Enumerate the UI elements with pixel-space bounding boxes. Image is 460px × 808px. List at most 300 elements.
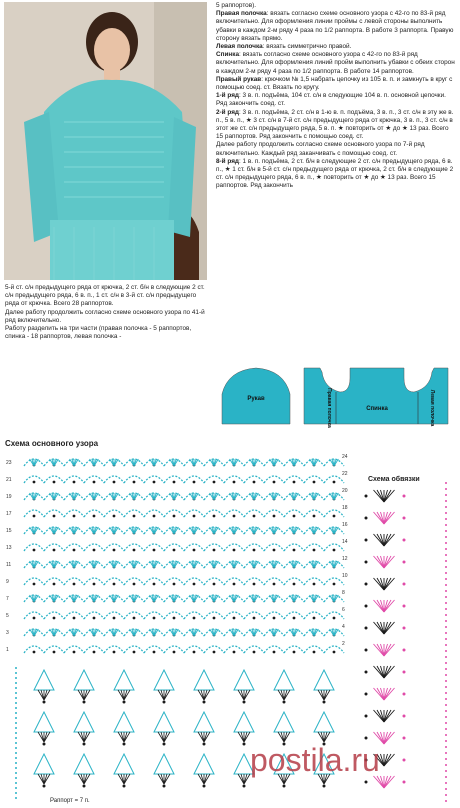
row-number: 23 <box>6 460 12 466</box>
dc-stitch <box>38 690 44 700</box>
chain-stitch <box>15 722 17 724</box>
chart-body <box>15 459 447 802</box>
sc-stitch <box>203 701 206 704</box>
para-head: Левая полочка <box>216 43 263 51</box>
chain-stitch <box>445 662 447 664</box>
dc-stitch <box>324 690 330 700</box>
para-body: : вязать согласно схеме основного узора с 42-го по 83-й ряд включительно. Для оформления линий пройм выполнить убавки с обеих сторон в каждом 2-м ряду 4 раза по 1/2 раппорта. В работе 14 раппортов. <box>216 51 455 75</box>
sc-stitch <box>233 481 236 484</box>
sc-stitch <box>173 549 176 552</box>
chain-stitch <box>445 548 447 550</box>
dc-stitch <box>84 690 90 700</box>
sc-stitch <box>243 785 246 788</box>
dc-stitch <box>244 732 250 742</box>
sc-stitch <box>133 515 136 518</box>
chain-stitch <box>445 668 447 670</box>
sc-stitch <box>293 481 296 484</box>
sc-stitch <box>163 701 166 704</box>
sc-stitch <box>333 481 336 484</box>
sc-stitch <box>53 515 56 518</box>
row-number: 19 <box>6 494 12 500</box>
chain-stitch <box>445 584 447 586</box>
chain-stitch <box>445 494 447 496</box>
chain-stitch <box>15 677 17 679</box>
sc-stitch <box>93 583 96 586</box>
chain-stitch <box>445 620 447 622</box>
sc-stitch <box>43 701 46 704</box>
row-number: 15 <box>6 528 12 534</box>
intro-line: 5 раппортов). <box>216 2 257 9</box>
row-number: 14 <box>342 539 348 545</box>
motif-stitch <box>114 754 134 774</box>
sc-stitch <box>193 617 196 620</box>
chain-stitch <box>15 732 17 734</box>
sc-stitch <box>333 583 336 586</box>
sc-stitch <box>213 515 216 518</box>
motif-stitch <box>314 670 334 690</box>
motif-stitch <box>314 712 334 732</box>
chain-stitch <box>445 530 447 532</box>
sc-stitch <box>365 737 368 740</box>
dc-stitch <box>284 732 290 742</box>
sc-stitch <box>313 515 316 518</box>
chain-stitch <box>15 687 17 689</box>
chain-stitch <box>445 488 447 490</box>
chain-stitch <box>15 702 17 704</box>
chain-stitch <box>445 656 447 658</box>
garment-pattern <box>218 364 452 428</box>
sc-stitch <box>83 743 86 746</box>
instructions-left <box>5 284 211 341</box>
para-head: 2-й ряд <box>216 108 239 116</box>
sc-stitch <box>83 785 86 788</box>
dc-stitch <box>278 690 284 700</box>
sc-stitch <box>33 583 36 586</box>
sc-stitch <box>213 549 216 552</box>
sc-stitch <box>403 693 406 696</box>
sc-stitch <box>193 651 196 654</box>
sc-stitch <box>293 651 296 654</box>
chain-stitch <box>15 762 17 764</box>
chain-stitch <box>445 536 447 538</box>
sc-stitch <box>273 515 276 518</box>
para-head: 1-й ряд <box>216 92 239 100</box>
dc-stitch <box>164 774 170 784</box>
sc-stitch <box>403 627 406 630</box>
sc-stitch <box>73 617 76 620</box>
sc-stitch <box>193 583 196 586</box>
repeat-label: Раппорт = 7 п. <box>50 798 90 804</box>
motif-stitch <box>74 754 94 774</box>
motif-stitch <box>274 712 294 732</box>
sc-stitch <box>365 539 368 542</box>
sc-stitch <box>173 617 176 620</box>
sc-stitch <box>193 481 196 484</box>
sc-stitch <box>233 515 236 518</box>
paragraph-row-8 <box>216 158 456 191</box>
chain-stitch <box>445 614 447 616</box>
sc-stitch <box>53 651 56 654</box>
dc-stitch <box>158 732 164 742</box>
sc-stitch <box>365 561 368 564</box>
para-body: : вязать симметрично правой. <box>262 43 352 51</box>
para-body: Далее работу продолжить согласно схеме основного узора по 7-й ряд включительно. Каждый ряд заканчивать с помощью соед. ст. <box>216 141 425 157</box>
chain-stitch <box>445 710 447 712</box>
sc-stitch <box>403 759 406 762</box>
sc-stitch <box>273 651 276 654</box>
chain-stitch <box>445 590 447 592</box>
sc-stitch <box>253 651 256 654</box>
sc-stitch <box>403 561 406 564</box>
chain-stitch <box>15 792 17 794</box>
motif-stitch <box>34 754 54 774</box>
sc-stitch <box>173 651 176 654</box>
dc-stitch <box>118 690 124 700</box>
sc-stitch <box>213 651 216 654</box>
sc-stitch <box>163 743 166 746</box>
chain-stitch <box>445 566 447 568</box>
chain-stitch <box>445 746 447 748</box>
para-head: Спинка <box>216 51 240 59</box>
sc-stitch <box>73 549 76 552</box>
row-number: 16 <box>342 522 348 528</box>
sc-stitch <box>73 481 76 484</box>
chain-stitch <box>445 524 447 526</box>
edge-fan <box>377 666 384 678</box>
sc-stitch <box>403 539 406 542</box>
chain-stitch <box>15 787 17 789</box>
sc-stitch <box>133 617 136 620</box>
motif-stitch <box>194 670 214 690</box>
chain-stitch <box>445 794 447 796</box>
motif-stitch <box>154 754 174 774</box>
chain-stitch <box>445 518 447 520</box>
sc-stitch <box>213 481 216 484</box>
sc-stitch <box>53 617 56 620</box>
sc-stitch <box>253 549 256 552</box>
edge-fan <box>377 622 384 634</box>
motif-stitch <box>194 712 214 732</box>
dc-stitch <box>318 690 324 700</box>
sc-stitch <box>113 481 116 484</box>
paragraph-row-1 <box>216 92 456 108</box>
edge-fan <box>377 534 384 546</box>
sc-stitch <box>133 549 136 552</box>
left-paragraph: 5-й ст. с/н предыдущего ряда от крючка, 2 ст. б/н в следующие 2 ст. с/н предыдущего ряда, 6 в. п., 1 ст. с/н в 3-й ст. с/н предыдущего ряда от крючка. Всего 28 раппортов. <box>5 284 205 308</box>
edge-fan <box>377 644 384 656</box>
chain-stitch <box>445 596 447 598</box>
sc-stitch <box>33 549 36 552</box>
chain-stitch <box>15 757 17 759</box>
sc-stitch <box>365 649 368 652</box>
motif-stitch <box>34 670 54 690</box>
row-number: 11 <box>6 562 12 568</box>
chain-stitch <box>15 667 17 669</box>
sc-stitch <box>133 583 136 586</box>
dc-stitch <box>44 690 50 700</box>
sc-stitch <box>123 701 126 704</box>
sc-stitch <box>133 651 136 654</box>
sc-stitch <box>273 549 276 552</box>
paragraph-row-2 <box>216 109 456 142</box>
chain-stitch <box>445 572 447 574</box>
chain-stitch <box>445 758 447 760</box>
para-body: : вязать согласно схеме основного узора с 42-го по 83-й ряд включительно. Для оформления линии проймы с левой стороны выполнить убавки в каждом 2-м ряду 4 раза по 1/2 раппорта. В работе 3 раппорта. Правую сторону вязать прямо. <box>216 10 454 42</box>
motif-stitch <box>234 670 254 690</box>
chain-stitch <box>445 800 447 802</box>
dc-stitch <box>84 774 90 784</box>
chain-stitch <box>445 554 447 556</box>
sc-stitch <box>283 701 286 704</box>
dc-stitch <box>124 774 130 784</box>
sc-stitch <box>43 743 46 746</box>
sc-stitch <box>365 517 368 520</box>
sc-stitch <box>93 651 96 654</box>
sc-stitch <box>33 651 36 654</box>
chain-stitch <box>15 772 17 774</box>
sc-stitch <box>33 481 36 484</box>
chain-stitch <box>445 698 447 700</box>
chain-stitch <box>15 782 17 784</box>
sc-stitch <box>73 515 76 518</box>
chain-stitch <box>445 716 447 718</box>
chain-stitch <box>15 682 17 684</box>
sc-stitch <box>253 583 256 586</box>
dc-stitch <box>204 690 210 700</box>
sc-stitch <box>253 515 256 518</box>
sc-stitch <box>293 515 296 518</box>
dc-stitch <box>204 774 210 784</box>
dc-stitch <box>198 774 204 784</box>
dc-stitch <box>124 690 130 700</box>
dc-stitch <box>238 774 244 784</box>
sc-stitch <box>233 583 236 586</box>
sc-stitch <box>365 583 368 586</box>
chain-stitch <box>15 752 17 754</box>
chain-stitch <box>445 482 447 484</box>
row-number: 7 <box>6 596 9 602</box>
sc-stitch <box>93 549 96 552</box>
sc-stitch <box>203 785 206 788</box>
sc-stitch <box>203 743 206 746</box>
sc-stitch <box>173 515 176 518</box>
sc-stitch <box>313 583 316 586</box>
sc-stitch <box>33 515 36 518</box>
sc-stitch <box>403 605 406 608</box>
dc-stitch <box>118 732 124 742</box>
motif-stitch <box>74 670 94 690</box>
edge-fan <box>377 556 384 568</box>
chain-stitch <box>445 638 447 640</box>
dc-stitch <box>158 774 164 784</box>
chain-stitch <box>445 680 447 682</box>
back-label: Спинка <box>366 406 388 412</box>
chain-stitch <box>445 512 447 514</box>
motif-stitch <box>154 712 174 732</box>
dc-stitch <box>118 774 124 784</box>
paragraph-back <box>216 51 456 76</box>
motif-stitch <box>114 670 134 690</box>
chain-stitch <box>445 686 447 688</box>
sc-stitch <box>313 651 316 654</box>
sc-stitch <box>193 515 196 518</box>
chain-stitch <box>15 672 17 674</box>
row-number: 8 <box>342 590 345 596</box>
chain-stitch <box>445 626 447 628</box>
chain-stitch <box>445 740 447 742</box>
edge-fan <box>377 578 384 590</box>
chain-stitch <box>445 578 447 580</box>
sc-stitch <box>333 549 336 552</box>
chain-stitch <box>15 727 17 729</box>
dc-stitch <box>78 690 84 700</box>
chain-stitch <box>15 742 17 744</box>
paragraph-continue <box>216 141 456 157</box>
chain-stitch <box>15 712 17 714</box>
chain-stitch <box>445 704 447 706</box>
sc-stitch <box>293 617 296 620</box>
sc-stitch <box>113 617 116 620</box>
chain-stitch <box>445 734 447 736</box>
sc-stitch <box>365 693 368 696</box>
sc-stitch <box>243 701 246 704</box>
chain-stitch <box>15 797 17 799</box>
motif-stitch <box>234 712 254 732</box>
dc-stitch <box>244 690 250 700</box>
chain-stitch <box>445 542 447 544</box>
sc-stitch <box>153 515 156 518</box>
row-number: 17 <box>6 511 12 517</box>
sc-stitch <box>313 617 316 620</box>
sleeve-label: Рукав <box>247 396 265 402</box>
sc-stitch <box>293 583 296 586</box>
sc-stitch <box>123 785 126 788</box>
model-photo <box>4 2 207 280</box>
sc-stitch <box>173 481 176 484</box>
sc-stitch <box>153 583 156 586</box>
chain-stitch <box>445 776 447 778</box>
chain-stitch <box>15 767 17 769</box>
motif-stitch <box>114 712 134 732</box>
sc-stitch <box>403 715 406 718</box>
sc-stitch <box>253 617 256 620</box>
chain-stitch <box>445 788 447 790</box>
body-piece <box>304 368 448 428</box>
row-number: 18 <box>342 505 348 511</box>
row-numbers <box>6 454 348 653</box>
sc-stitch <box>365 715 368 718</box>
row-number: 6 <box>342 607 345 613</box>
edge-fan <box>377 512 384 524</box>
sc-stitch <box>293 549 296 552</box>
sc-stitch <box>273 583 276 586</box>
dc-stitch <box>124 732 130 742</box>
sc-stitch <box>233 549 236 552</box>
sc-stitch <box>403 781 406 784</box>
sc-stitch <box>123 743 126 746</box>
sc-stitch <box>113 515 116 518</box>
sc-stitch <box>323 701 326 704</box>
sc-stitch <box>113 651 116 654</box>
sc-stitch <box>113 549 116 552</box>
motif-stitch <box>74 712 94 732</box>
sc-stitch <box>153 617 156 620</box>
row-number: 9 <box>6 579 9 585</box>
sc-stitch <box>313 549 316 552</box>
sc-stitch <box>365 495 368 498</box>
row-number: 5 <box>6 613 9 619</box>
chain-stitch <box>15 697 17 699</box>
chain-stitch <box>445 644 447 646</box>
sc-stitch <box>93 515 96 518</box>
dc-stitch <box>284 690 290 700</box>
sc-stitch <box>273 481 276 484</box>
sc-stitch <box>93 481 96 484</box>
motif-stitch <box>34 712 54 732</box>
para-head: Правая полочка <box>216 10 267 18</box>
paragraph-sleeve <box>216 76 456 92</box>
right-front-label: Правая полочка <box>326 388 332 428</box>
row-number: 2 <box>342 641 345 647</box>
sc-stitch <box>365 627 368 630</box>
dc-stitch <box>44 774 50 784</box>
sc-stitch <box>53 549 56 552</box>
motif-stitch <box>194 754 214 774</box>
sc-stitch <box>403 583 406 586</box>
chain-stitch <box>445 782 447 784</box>
edge-fan <box>377 688 384 700</box>
sc-stitch <box>163 785 166 788</box>
paragraph-left-front <box>216 43 456 51</box>
dc-stitch <box>164 690 170 700</box>
edging-title: Схема обвязки <box>368 476 420 483</box>
main-pattern-title: Схема основного узора <box>5 439 99 448</box>
dc-stitch <box>44 732 50 742</box>
sc-stitch <box>113 583 116 586</box>
motif-stitch <box>274 670 294 690</box>
para-head: 8-й ряд <box>216 157 239 165</box>
left-paragraph: Работу разделить на три части (правая полочка - 5 раппортов, спинка - 18 раппортов, левая полочка - <box>5 325 192 341</box>
sc-stitch <box>93 617 96 620</box>
sleeve-piece <box>222 368 290 424</box>
row-number: 13 <box>6 545 12 551</box>
chain-stitch <box>445 650 447 652</box>
chain-stitch <box>15 692 17 694</box>
para-head: Правый рукав <box>216 75 262 83</box>
dc-stitch <box>164 732 170 742</box>
chain-stitch <box>445 674 447 676</box>
sc-stitch <box>365 781 368 784</box>
chain-stitch <box>445 602 447 604</box>
dc-stitch <box>324 732 330 742</box>
edge-fan <box>377 600 384 612</box>
row-number: 10 <box>342 573 348 579</box>
sc-stitch <box>283 785 286 788</box>
sc-stitch <box>33 617 36 620</box>
row-number: 24 <box>342 454 348 460</box>
sc-stitch <box>403 737 406 740</box>
dc-stitch <box>318 732 324 742</box>
dc-stitch <box>38 732 44 742</box>
chain-stitch <box>15 737 17 739</box>
dc-stitch <box>158 690 164 700</box>
watermark: postila.ru <box>250 742 380 778</box>
instructions-right <box>216 2 456 191</box>
para-body: : 3 в. п. подъёма, 104 ст. с/н в следующие 104 в. п. основной цепочки. Ряд закончить соед. ст. <box>216 92 446 108</box>
sc-stitch <box>53 481 56 484</box>
chain-stitch <box>15 777 17 779</box>
left-front-label: Левая полочка <box>429 389 435 427</box>
